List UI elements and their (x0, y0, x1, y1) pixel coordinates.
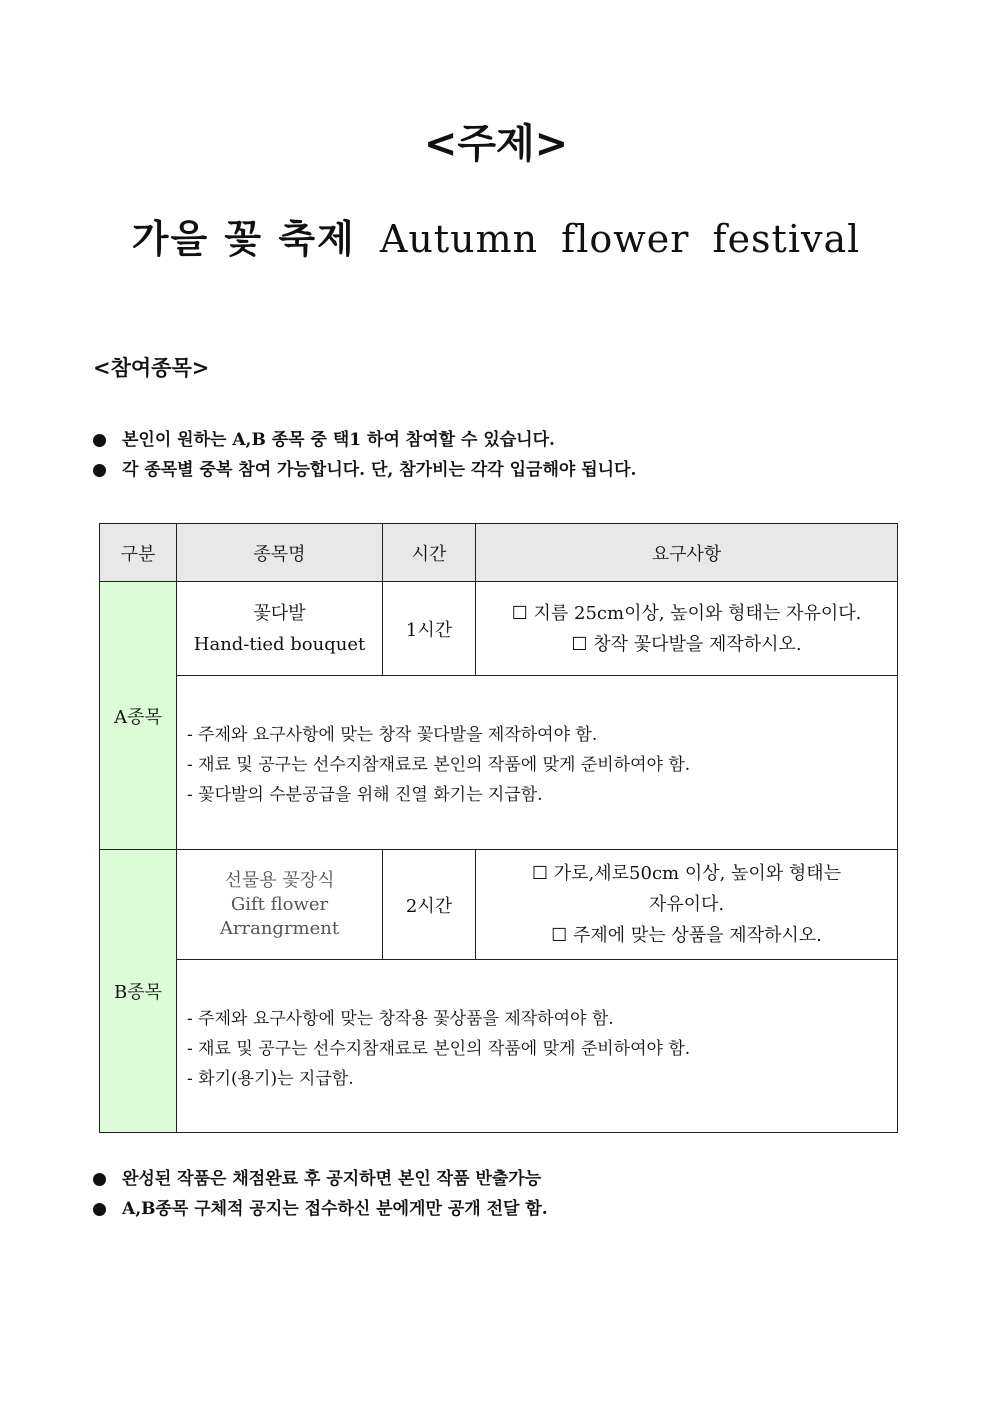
event-name-b (177, 850, 383, 960)
event-name-a (177, 582, 383, 676)
event-name-line: Arrangrment (219, 917, 340, 939)
event-time-b: 2시간 (383, 850, 476, 960)
notice-text: 완성된 작품은 채점완료 후 공지하면 본인 작품 반출가능 (122, 1169, 542, 1189)
note-line: - 재료 및 공구는 선수지참재료로 본인의 작품에 맞게 준비하여야 함. (187, 755, 691, 775)
event-name-line: Hand-tied bouquet (193, 633, 366, 655)
header-time: 시간 (383, 524, 476, 582)
note-line: - 재료 및 공구는 선수지참재료로 본인의 작품에 맞게 준비하여야 함. (187, 1039, 691, 1059)
title-korean: 가을 꽃 축제 (131, 217, 356, 261)
table-header-row (100, 524, 898, 582)
bullet-dot-icon (93, 1173, 106, 1186)
requirement-line: ☐ 가로,세로50cm 이상, 높이와 형태는 (531, 863, 842, 884)
bullet-dot-icon (93, 464, 106, 477)
notice-item (93, 1164, 548, 1194)
table-row (100, 582, 898, 676)
table-row (100, 960, 898, 1133)
requirements-a (476, 582, 898, 676)
category-b: B종목 (100, 850, 177, 1133)
notice-text: A,B종목 구체적 공지는 접수하신 분에게만 공개 전달 함. (122, 1199, 548, 1219)
title-english: Autumn flower festival (379, 217, 861, 261)
requirement-line: ☐ 창작 꽃다발을 제작하시오. (571, 633, 802, 655)
table-row (100, 850, 898, 960)
requirement-line: 자유이다. (648, 894, 725, 915)
category-a: A종목 (100, 582, 177, 850)
requirement-line: ☐ 지름 25cm이상, 높이와 형태는 자유이다. (511, 602, 862, 624)
theme-heading: <주제> (423, 121, 569, 167)
section-heading: <참여종목> (93, 355, 210, 380)
main-title (0, 208, 992, 263)
table-row (100, 676, 898, 850)
bullet-dot-icon (93, 434, 106, 447)
event-name-line: 꽃다발 (253, 602, 306, 624)
notice-list-bottom (93, 1164, 548, 1224)
note-line: - 주제와 요구사항에 맞는 창작용 꽃상품을 제작하여야 함. (187, 1009, 614, 1029)
event-name-line: Gift flower (230, 893, 329, 915)
note-line: - 주제와 요구사항에 맞는 창작 꽃다발을 제작하여야 함. (187, 725, 598, 745)
notes-a (177, 676, 898, 850)
notice-item (93, 425, 636, 455)
notice-item (93, 455, 636, 485)
bullet-dot-icon (93, 1203, 106, 1216)
requirement-line: ☐ 주제에 맞는 상품을 제작하시오. (551, 925, 822, 946)
events-table (99, 523, 898, 1133)
note-line: - 꽃다발의 수분공급을 위해 진열 화기는 지급함. (187, 785, 543, 805)
notice-item (93, 1194, 548, 1224)
note-line: - 화기(용기)는 지급함. (187, 1069, 354, 1089)
notes-b (177, 960, 898, 1133)
header-requirements: 요구사항 (476, 524, 898, 582)
notice-list-top (93, 425, 636, 485)
notice-text: 각 종목별 중복 참여 가능합니다. 단, 참가비는 각각 입금해야 됩니다. (122, 460, 637, 480)
header-event-name: 종목명 (177, 524, 383, 582)
header-category: 구분 (100, 524, 177, 582)
notice-text: 본인이 원하는 A,B 종목 중 택1 하여 참여할 수 있습니다. (122, 430, 555, 450)
event-time-a: 1시간 (383, 582, 476, 676)
requirements-b (476, 850, 898, 960)
event-name-line: 선물용 꽃장식 (224, 869, 335, 891)
